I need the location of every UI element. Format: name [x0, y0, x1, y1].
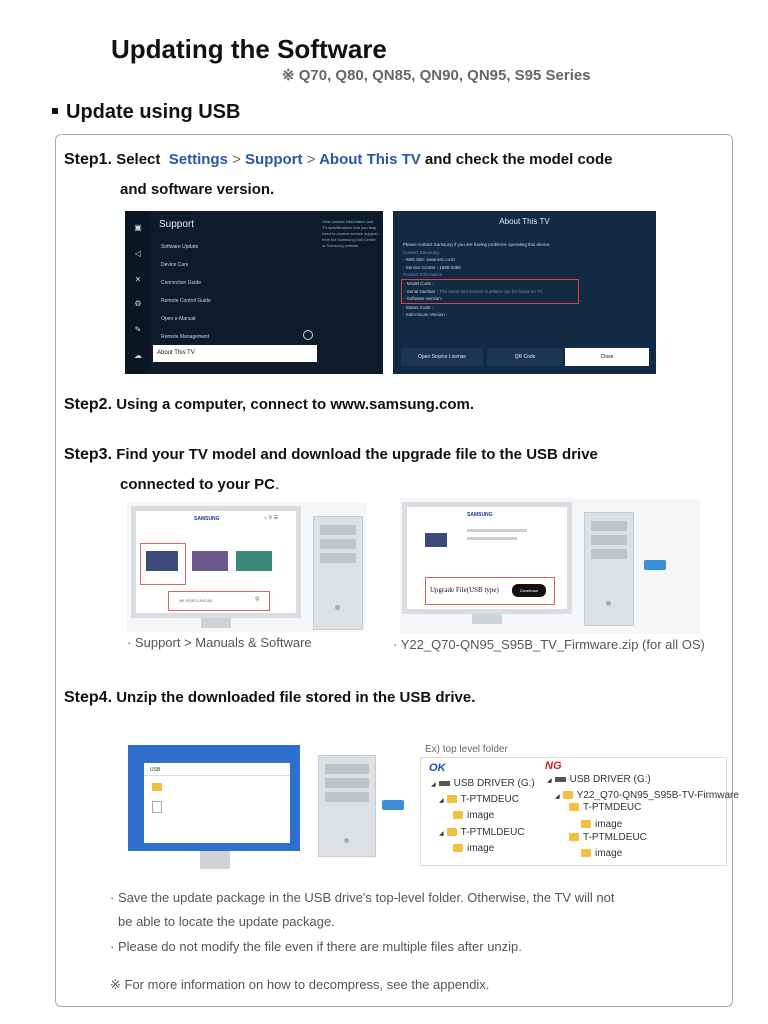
support-description: View contact information and TV specifications that you may need to receive service support from the Samsung Call Center or Samsung website.: [322, 219, 378, 248]
tv-thumbnail-selected: [425, 533, 447, 547]
bullet-square-icon: [52, 108, 58, 114]
section-heading: Update using USB: [52, 101, 240, 124]
monitor-stand: [201, 618, 231, 628]
tv-support-screen: [125, 211, 383, 374]
expand-icon: ◢: [439, 831, 444, 837]
power-button-icon: [335, 605, 340, 610]
ok-tree-folder-2: ◢ T-PTMLDEUC: [439, 827, 525, 838]
explorer-monitor: [128, 745, 300, 851]
ng-tree-drive: ◢ USB DRIVER (G:): [547, 774, 651, 785]
about-tv-link: About This TV: [319, 151, 421, 168]
note-top-level-folder-cont: be able to locate the update package.: [118, 914, 335, 929]
about-details: Please contact Samsung if you are having problems operating this device. Contact Samsung - Web Site: www.sec.co.kr - Service Center : 1588-3366 Product Information - Model Code : - Serial Number : The serial and version numbers can be found on TV. - Software Version : - Status Code : - Sub-micom Version :: [403, 241, 648, 319]
folder-icon: [447, 828, 457, 836]
ng-tree-image-2: image: [581, 848, 622, 859]
ok-tree-folder-1: ◢ T-PTMDEUC: [439, 794, 519, 805]
drive-icon: [555, 777, 566, 782]
general-icon: ⚙: [134, 299, 142, 308]
step1-label: Step1.: [64, 151, 113, 168]
note-top-level-folder: · Save the update package in the USB drive's top-level folder. Otherwise, the TV will not: [110, 890, 615, 905]
connection-icon: ✕: [134, 275, 142, 284]
folder-icon: [563, 791, 573, 799]
menu-open-emanual: Open e-Manual: [161, 316, 196, 322]
support-icon: ☁: [134, 351, 142, 360]
site-header-icons: ⌂ ⚲ ☰: [264, 515, 278, 521]
folder-icon: [569, 803, 579, 811]
qr-code-button: QR Code: [487, 348, 563, 366]
search-icon: ⚲: [255, 597, 260, 603]
usb-drive-icon: [644, 560, 666, 570]
expand-icon: ◢: [431, 782, 436, 788]
folder-icon: [581, 820, 591, 828]
explorer-window: [144, 763, 290, 843]
model-series-subtitle: ※ Q70, Q80, QN85, QN90, QN95, S95 Series: [282, 67, 591, 84]
example-label: Ex) top level folder: [425, 744, 508, 755]
menu-connection-guide: Connection Guide: [161, 280, 202, 286]
step3-line: Step3. Find your TV model and download the upgrade file to the USB drive: [64, 446, 598, 463]
step3-label: Step3.: [64, 446, 113, 463]
menu-software-update: Software Update: [161, 244, 199, 250]
expand-icon: ◢: [547, 778, 552, 784]
step3-line2: connected to your PC.: [120, 476, 280, 493]
step4-line: Step4. Unzip the downloaded file stored in the USB drive.: [64, 689, 476, 706]
pc-tower: [313, 516, 363, 630]
tv-thumbnail-1: [146, 551, 178, 571]
model-search-box: NE-FE0E-LRA7AS ⚲: [168, 591, 270, 611]
folder-examples-box: [420, 757, 739, 866]
step2-line: Step2. Using a computer, connect to www.samsung.com.: [64, 396, 475, 413]
picture-icon: ▣: [134, 223, 142, 232]
explorer-path: USB: [150, 767, 161, 773]
ng-label: NG: [545, 760, 562, 772]
ng-tree-firmware-folder: ◢ Y22_Q70-QN95_S95B-TV-Firmware: [555, 790, 739, 801]
ng-tree-folder-2: T-PTMLDEUC: [569, 832, 647, 843]
tv-support-heading: Support: [159, 219, 195, 230]
note-do-not-modify: · Please do not modify the file even if there are multiple files after unzip.: [110, 939, 522, 954]
step1-line2: and software version.: [120, 181, 275, 198]
step2-label: Step2.: [64, 396, 113, 413]
ok-tree-image-2: image: [453, 843, 494, 854]
folder-icon: [447, 795, 457, 803]
ok-tree-image-1: image: [453, 810, 494, 821]
menu-remote-management: Remote Management: [161, 334, 210, 340]
step4-label: Step4.: [64, 689, 113, 706]
model-info-highlight: - Model Code : - Serial Number : The serial and version numbers can be found on TV. - Software Version :: [401, 279, 579, 304]
tools-icon: ✎: [134, 325, 142, 334]
ok-label: OK: [429, 762, 446, 774]
about-heading: About This TV: [499, 217, 550, 226]
menu-device-care: Device Care: [161, 262, 189, 268]
folder-icon: [152, 783, 162, 791]
close-button: Close: [565, 348, 649, 366]
drive-icon: [439, 781, 450, 786]
monitor-screen: [136, 511, 296, 613]
expand-icon: ◢: [439, 798, 444, 804]
ng-tree-folder-1: T-PTMDEUC: [569, 802, 641, 813]
tv-about-screen: [393, 211, 656, 374]
ok-tree-drive: ◢ USB DRIVER (G:): [431, 778, 535, 789]
samsung-logo-2: SAMSUNG: [467, 512, 493, 518]
upgrade-file-highlight: Upgrade File(USB type) Download: [425, 577, 555, 605]
tv-side-nav: [125, 211, 149, 374]
note-appendix: ※ For more information on how to decompress, see the appendix.: [110, 977, 490, 992]
website-illustration: [127, 502, 367, 632]
caption-support-manuals: · Support > Manuals & Software: [127, 635, 312, 650]
caption-firmware-file: · Y22_Q70-QN95_S95B_TV_Firmware.zip (for all OS): [393, 637, 705, 652]
settings-link: Settings: [168, 151, 228, 168]
pc-tower-2: [584, 512, 634, 626]
usb-drive-icon-2: [382, 800, 404, 810]
download-button: Download: [512, 584, 546, 597]
info-icon: [303, 330, 313, 340]
folder-icon: [453, 811, 463, 819]
menu-remote-control-guide: Remote Control Guide: [161, 298, 211, 304]
pc-tower-3: [318, 755, 376, 857]
folder-icon: [453, 844, 463, 852]
tv-thumbnail-2: [192, 551, 228, 571]
file-icon: [152, 801, 162, 813]
folder-icon: [581, 849, 591, 857]
monitor-screen-2: [407, 507, 567, 609]
step1-line: Step1. Select Settings > Support > About This TV and check the model code: [64, 151, 613, 168]
sound-icon: ◁: [134, 249, 142, 258]
samsung-logo: SAMSUNG: [194, 516, 220, 522]
folder-icon: [569, 833, 579, 841]
page-title: Updating the Software: [111, 34, 387, 64]
tv-thumbnail-3: [236, 551, 272, 571]
menu-about-tv-selected: About This TV: [153, 345, 317, 362]
expand-icon: ◢: [555, 794, 560, 800]
support-link: Support: [245, 151, 303, 168]
open-source-license-button: Open Source License: [401, 348, 483, 366]
ng-tree-image-1: image: [581, 819, 622, 830]
download-illustration: [400, 498, 700, 634]
